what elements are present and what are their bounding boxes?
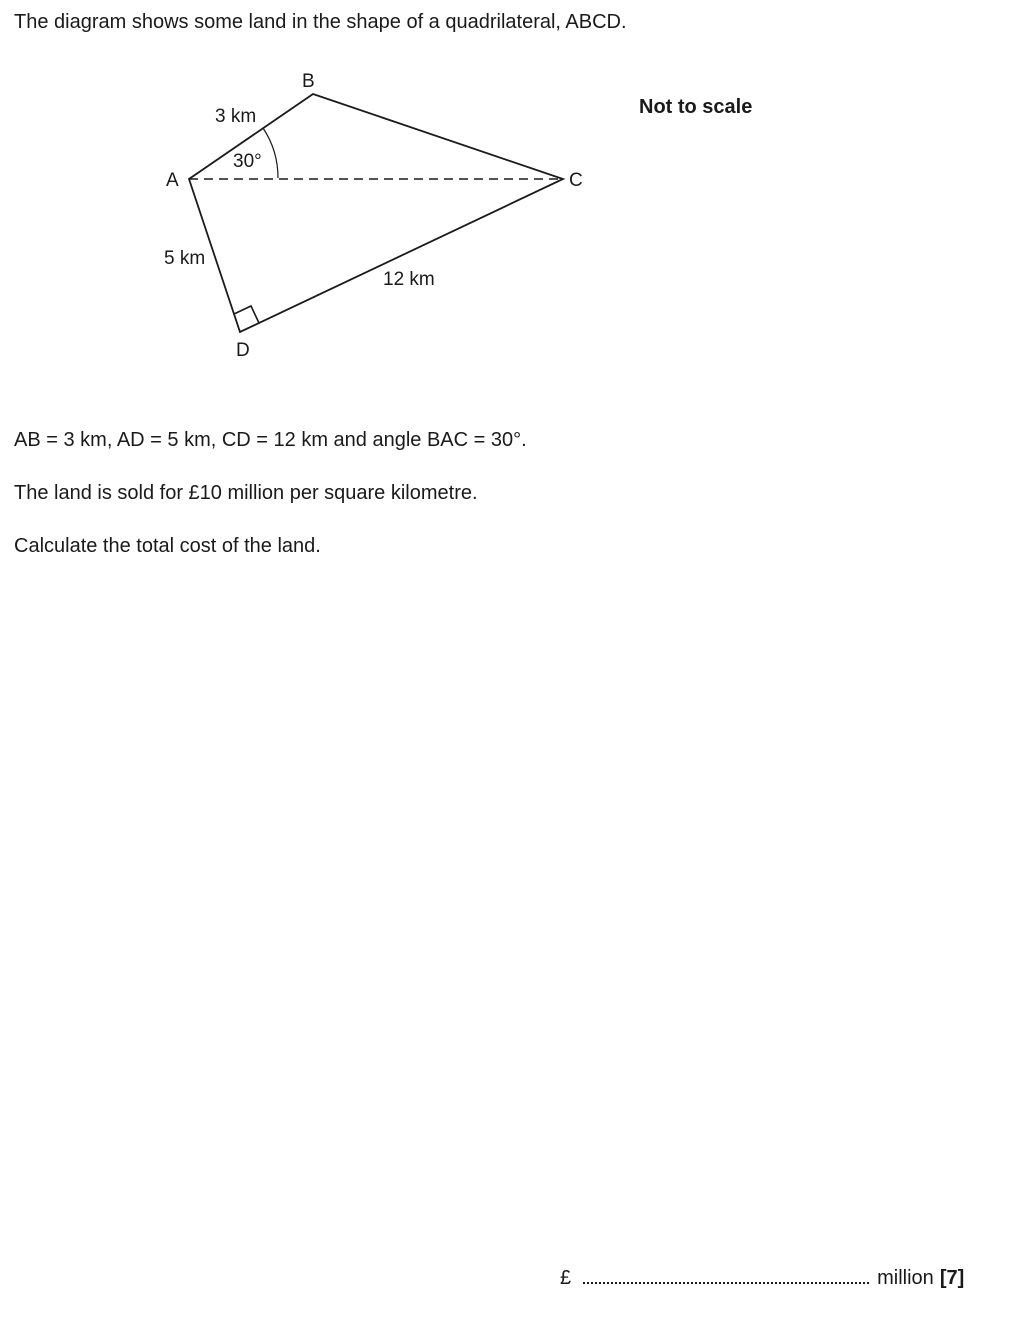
length-label-ad: 5 km [164, 248, 206, 269]
currency-symbol: £ [560, 1267, 572, 1289]
length-label-ab: 3 km [215, 106, 257, 127]
question-intro: The diagram shows some land in the shape of a quadrilateral, ABCD. [14, 11, 627, 33]
length-label-cd: 12 km [383, 269, 435, 290]
answer-unit: million [877, 1267, 934, 1289]
angle-label-bac: 30° [233, 151, 262, 172]
right-angle-marker [234, 306, 259, 323]
answer-input-dots[interactable] [583, 1268, 869, 1284]
not-to-scale-note: Not to scale [639, 96, 753, 118]
vertex-label-b: B [302, 71, 315, 92]
price-statement: The land is sold for £10 million per square kilometre. [14, 482, 478, 504]
vertex-label-c: C [569, 170, 583, 191]
vertex-label-d: D [236, 340, 250, 361]
quadrilateral-abcd [189, 94, 563, 332]
quadrilateral-diagram [0, 60, 620, 370]
vertex-label-a: A [166, 170, 179, 191]
answer-line [560, 1267, 964, 1290]
task-instruction: Calculate the total cost of the land. [14, 535, 321, 557]
angle-bac-arc [263, 128, 278, 178]
given-measurements: AB = 3 km, AD = 5 km, CD = 12 km and angle BAC = 30°. [14, 429, 527, 451]
marks-badge: [7] [939, 1267, 965, 1289]
